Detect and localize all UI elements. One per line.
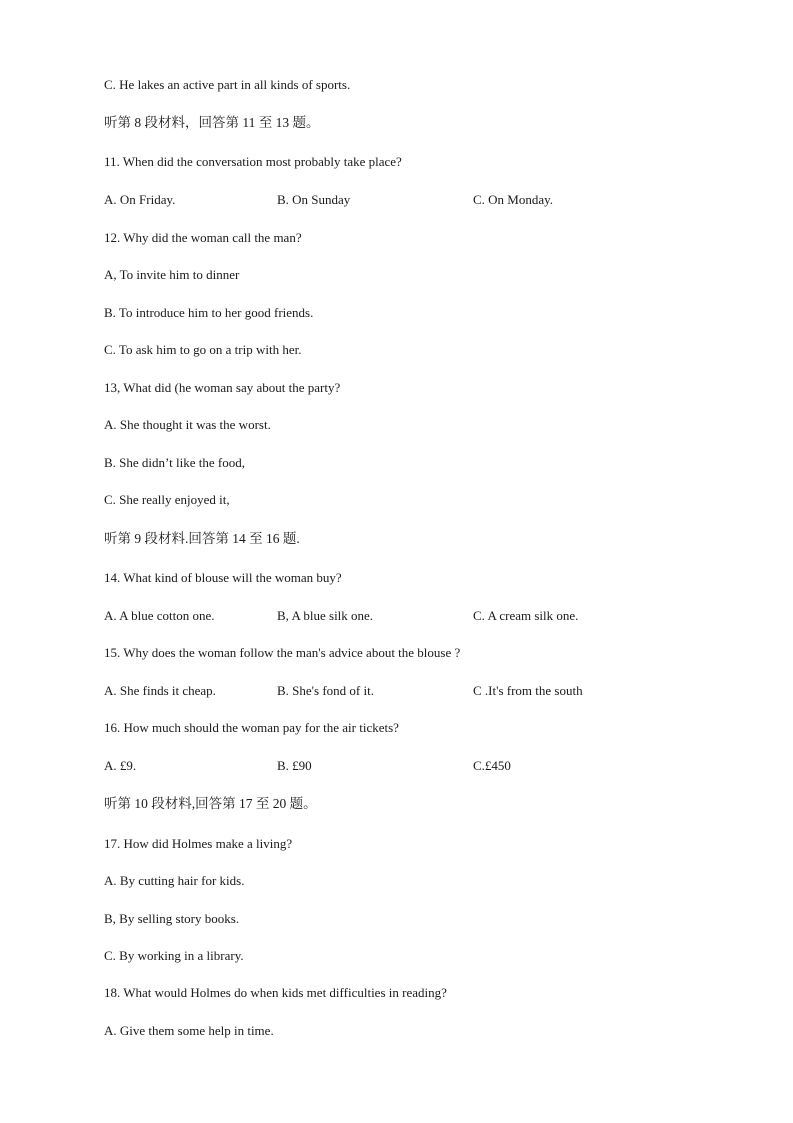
question-17: 17. How did Holmes make a living? <box>104 836 293 851</box>
option-a: A. A blue cotton one. <box>104 608 215 623</box>
option-a: A. Give them some help in time. <box>104 1023 274 1038</box>
option-a: A. She finds it cheap. <box>104 683 216 698</box>
question-16: 16. How much should the woman pay for the air tickets? <box>104 720 399 735</box>
option-c: C. A cream silk one. <box>473 608 579 623</box>
option-c: C .It's from the south <box>473 683 583 698</box>
option-b: B. To introduce him to her good friends. <box>104 305 314 320</box>
option-b: B, A blue silk one. <box>277 608 374 623</box>
section-instruction: 听第 8 段材料，回答第 11 至 13 题。 <box>104 115 320 130</box>
option-a: A. By cutting hair for kids. <box>104 873 245 888</box>
option-b: B. She's fond of it. <box>277 683 374 698</box>
question-18: 18. What would Holmes do when kids met difficulties in reading? <box>104 985 447 1000</box>
option-b: B. £90 <box>277 758 312 773</box>
question-14: 14. What kind of blouse will the woman buy? <box>104 570 342 585</box>
option-a: A, To invite him to dinner <box>104 267 240 282</box>
option-a: A. She thought it was the worst. <box>104 417 271 432</box>
option-c: C. She really enjoyed it, <box>104 492 230 507</box>
option-b: B. She didn’t like the food, <box>104 455 245 470</box>
answer-option: C. He lakes an active part in all kinds of sports. <box>104 77 351 92</box>
option-a: A. £9. <box>104 758 137 773</box>
option-c: C.£450 <box>473 758 511 773</box>
question-11: 11. When did the conversation most probably take place? <box>104 154 402 169</box>
question-12: 12. Why did the woman call the man? <box>104 230 302 245</box>
option-c: C. On Monday. <box>473 192 554 207</box>
option-b: B, By selling story books. <box>104 911 240 926</box>
option-a: A. On Friday. <box>104 192 176 207</box>
section-instruction: 听第 10 段材料,回答第 17 至 20 题。 <box>104 796 317 811</box>
question-15: 15. Why does the woman follow the man's advice about the blouse ? <box>104 645 461 660</box>
question-13: 13, What did (he woman say about the party? <box>104 380 341 395</box>
option-c: C. To ask him to go on a trip with her. <box>104 342 302 357</box>
section-instruction: 听第 9 段材料.回答第 14 至 16 题. <box>104 531 300 546</box>
option-c: C. By working in a library. <box>104 948 244 963</box>
option-b: B. On Sunday <box>277 192 351 207</box>
